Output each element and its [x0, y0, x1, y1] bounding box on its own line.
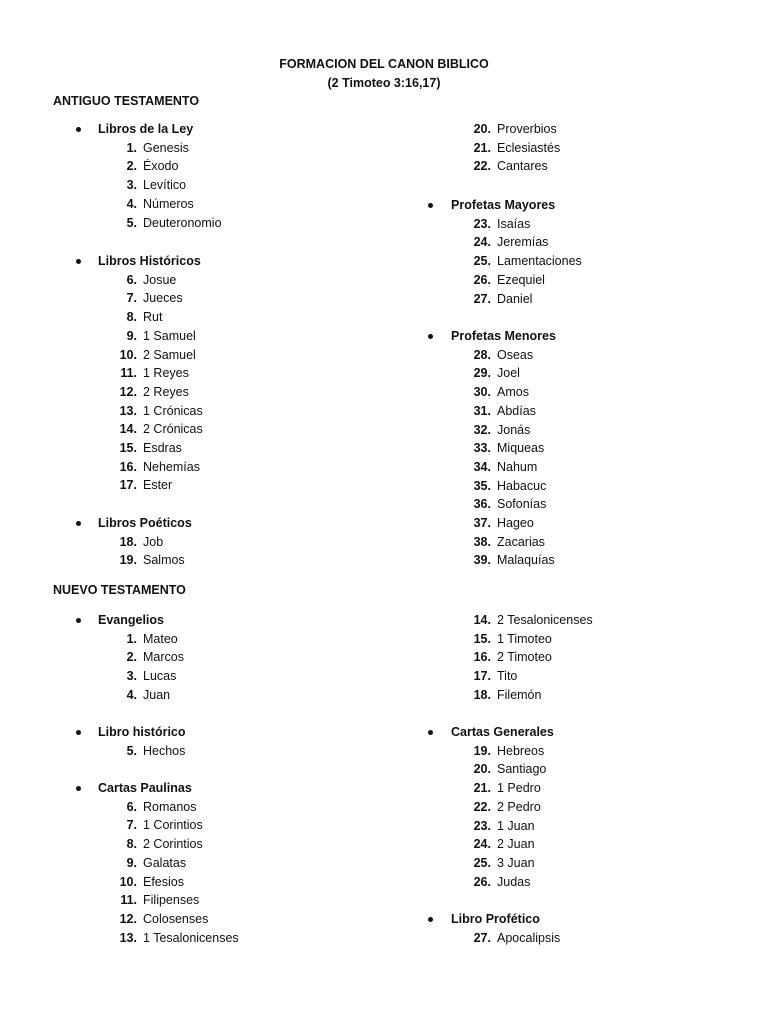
group-title: Profetas Mayores	[451, 198, 556, 212]
book-name: 2 Samuel	[143, 347, 196, 362]
book-number: 16.	[473, 650, 491, 665]
book-number: 3.	[126, 669, 137, 684]
book-number: 23.	[473, 818, 491, 833]
group-title: Libros Poéticos	[98, 516, 192, 530]
bullet-icon	[76, 521, 81, 526]
book-name: Rut	[143, 310, 163, 325]
book-name: Juan	[143, 687, 171, 702]
book-name: Ezequiel	[497, 272, 545, 287]
book-name: Isaías	[497, 216, 531, 231]
book-name: Levítico	[143, 178, 187, 193]
bullet-icon	[428, 917, 433, 922]
book-name: 2 Crónicas	[143, 422, 203, 437]
book-name: 1 Pedro	[497, 781, 541, 796]
group-title: Cartas Paulinas	[98, 781, 192, 795]
book-number: 10.	[119, 347, 137, 362]
book-name: 1 Juan	[497, 818, 535, 833]
book-number: 14.	[119, 422, 137, 437]
page-subtitle: (2 Timoteo 3:16,17)	[327, 76, 441, 90]
book-name: Mateo	[143, 631, 178, 646]
book-name: 2 Timoteo	[497, 650, 552, 665]
new-testament-heading: NUEVO TESTAMENTO	[53, 583, 186, 597]
book-name: Jonás	[497, 422, 531, 437]
bullet-icon	[76, 730, 81, 735]
bullet-icon	[76, 786, 81, 791]
book-number: 18.	[119, 534, 137, 549]
book-name: Lamentaciones	[497, 254, 582, 269]
book-name: Efesios	[143, 874, 184, 889]
book-number: 26.	[473, 874, 491, 889]
group-title: Evangelios	[98, 613, 164, 627]
group-title: Libros Históricos	[98, 254, 201, 268]
group-title: Libro histórico	[98, 725, 186, 739]
book-name: Galatas	[143, 855, 187, 870]
book-name: Habacuc	[497, 478, 547, 493]
book-name: Colosenses	[143, 911, 209, 926]
book-number: 7.	[126, 818, 137, 833]
book-number: 9.	[126, 328, 137, 343]
book-name: Tito	[497, 669, 518, 684]
book-number: 18.	[473, 687, 491, 702]
book-name: Proverbios	[497, 122, 557, 136]
book-number: 3.	[126, 178, 137, 193]
book-number: 13.	[119, 930, 137, 945]
book-number: 21.	[473, 140, 491, 155]
book-name: Daniel	[497, 291, 533, 306]
book-number: 22.	[473, 799, 491, 814]
book-name: Genesis	[143, 140, 189, 155]
book-number: 2.	[126, 159, 137, 174]
book-name: Abdías	[497, 403, 536, 418]
book-name: Números	[143, 196, 194, 211]
book-number: 14.	[473, 613, 491, 627]
book-number: 11.	[120, 366, 137, 381]
book-number: 9.	[126, 855, 137, 870]
book-number: 31.	[473, 403, 491, 418]
book-number: 6.	[126, 799, 137, 814]
book-number: 1.	[126, 140, 137, 155]
book-name: Filemón	[497, 687, 542, 702]
book-name: Jueces	[143, 291, 183, 306]
book-name: Zacarias	[497, 534, 545, 549]
book-number: 27.	[473, 291, 491, 306]
book-number: 32.	[473, 422, 491, 437]
book-name: 1 Tesalonicenses	[143, 930, 239, 945]
book-name: 2 Corintios	[143, 837, 203, 852]
book-name: 1 Samuel	[143, 328, 196, 343]
book-name: Jeremías	[497, 235, 549, 250]
book-name: Santiago	[497, 762, 547, 777]
book-number: 34.	[473, 459, 491, 474]
book-number: 5.	[126, 215, 137, 230]
book-name: Marcos	[143, 650, 184, 665]
book-number: 33.	[473, 441, 491, 456]
book-number: 37.	[473, 516, 491, 530]
book-number: 5.	[126, 743, 137, 758]
book-name: 1 Reyes	[143, 366, 189, 381]
book-number: 38.	[473, 534, 491, 549]
book-number: 29.	[473, 366, 491, 381]
book-name: Miqueas	[497, 441, 545, 456]
book-number: 17.	[119, 478, 137, 493]
book-number: 27.	[473, 930, 491, 945]
book-name: Oseas	[497, 347, 534, 362]
book-name: Hechos	[143, 743, 186, 758]
book-name: 2 Tesalonicenses	[497, 613, 593, 627]
book-name: Filipenses	[143, 893, 200, 908]
book-number: 11.	[120, 893, 137, 908]
old-testament-heading: ANTIGUO TESTAMENTO	[53, 94, 200, 108]
book-number: 7.	[126, 291, 137, 306]
book-number: 1.	[126, 631, 137, 646]
book-name: Joel	[497, 366, 520, 381]
book-number: 21.	[473, 781, 491, 796]
book-number: 2.	[126, 650, 137, 665]
bullet-icon	[76, 127, 81, 132]
book-name: 1 Corintios	[143, 818, 203, 833]
book-name: Deuteronomio	[143, 215, 222, 230]
book-number: 24.	[473, 837, 491, 852]
book-name: Job	[143, 534, 164, 549]
book-number: 13.	[119, 403, 137, 418]
book-number: 20.	[473, 762, 491, 777]
book-name: Eclesiastés	[497, 140, 561, 155]
book-name: Sofonías	[497, 497, 547, 512]
book-number: 8.	[126, 310, 137, 325]
book-number: 35.	[473, 478, 491, 493]
book-name: Apocalipsis	[497, 930, 561, 945]
book-number: 24.	[473, 235, 491, 250]
group-title: Profetas Menores	[451, 329, 556, 343]
book-number: 10.	[119, 874, 137, 889]
book-number: 12.	[119, 911, 137, 926]
book-number: 19.	[473, 743, 491, 758]
book-number: 15.	[119, 441, 137, 455]
page-title: FORMACION DEL CANON BIBLICO	[279, 57, 489, 71]
book-name: 2 Reyes	[143, 384, 189, 399]
book-number: 30.	[473, 385, 491, 400]
book-name: 2 Juan	[497, 837, 535, 852]
book-name: Hageo	[497, 516, 534, 530]
book-number: 39.	[473, 553, 491, 568]
book-number: 36.	[473, 497, 491, 512]
book-number: 20.	[473, 122, 491, 136]
book-name: Malaquías	[497, 553, 555, 568]
bullet-icon	[428, 334, 433, 339]
book-name: Éxodo	[143, 159, 179, 174]
book-number: 22.	[473, 159, 491, 174]
book-name: Cantares	[497, 159, 548, 174]
book-name: Nehemías	[143, 459, 200, 474]
book-number: 26.	[473, 272, 491, 287]
bullet-icon	[76, 259, 81, 264]
bullet-icon	[428, 203, 433, 208]
book-number: 15.	[473, 631, 491, 646]
book-name: Salmos	[143, 553, 185, 568]
book-number: 25.	[473, 254, 491, 269]
book-name: Ester	[143, 478, 173, 493]
book-number: 8.	[126, 837, 137, 852]
group-title: Libro Profético	[451, 912, 540, 926]
book-name: 1 Crónicas	[143, 403, 203, 418]
book-number: 4.	[126, 687, 137, 702]
book-name: 1 Timoteo	[497, 631, 552, 646]
book-name: Josue	[143, 272, 177, 287]
book-name: Amos	[497, 385, 529, 400]
book-number: 12.	[119, 384, 137, 399]
book-number: 19.	[119, 553, 137, 568]
book-number: 23.	[473, 216, 491, 231]
book-number: 4.	[126, 196, 137, 211]
book-name: 2 Pedro	[497, 799, 541, 814]
book-name: Judas	[497, 874, 531, 889]
book-name: Lucas	[143, 669, 177, 684]
bullet-icon	[428, 730, 433, 735]
book-name: Romanos	[143, 799, 197, 814]
bullet-icon	[76, 618, 81, 623]
book-number: 17.	[473, 669, 491, 684]
book-number: 28.	[473, 347, 491, 362]
book-number: 6.	[126, 272, 137, 287]
book-number: 16.	[119, 459, 137, 474]
book-name: Hebreos	[497, 743, 545, 758]
book-number: 25.	[473, 855, 491, 870]
book-name: Nahum	[497, 459, 538, 474]
book-name: Esdras	[143, 441, 182, 455]
group-title: Libros de la Ley	[98, 122, 194, 136]
book-name: 3 Juan	[497, 855, 535, 870]
group-title: Cartas Generales	[451, 725, 554, 739]
